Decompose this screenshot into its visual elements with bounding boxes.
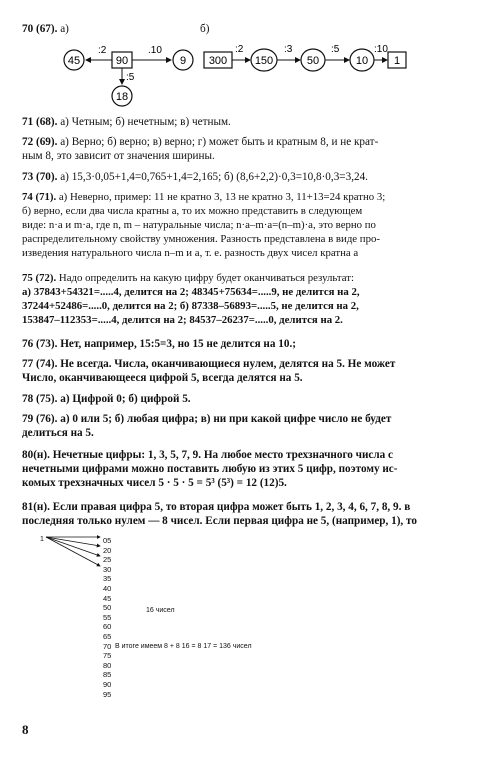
node-1-label: 1	[393, 55, 401, 67]
list-item: 65	[103, 631, 112, 641]
problem-79-line1: а) 0 или 5; б) любая цифра; в) ни при какой цифре число не будет	[60, 413, 392, 425]
list-item: 30	[103, 564, 112, 574]
problem-70-part-b-label: б)	[200, 23, 210, 35]
problem-79-line2: делиться на 5.	[22, 427, 94, 439]
arrow-to-25	[46, 537, 100, 556]
problem-74-line5: изведения натурального числа n–m и a, т. е. разность двух чисел кратна а	[22, 247, 359, 259]
problem-75-line2: а) 37843+54321=.....4, делится на 2; 48345+75634=.....9, не делится на 2,	[22, 286, 360, 298]
list-item: 35	[103, 574, 112, 584]
op-b-div2: :2	[235, 44, 244, 55]
problem-75-number: 75 (72).	[22, 272, 57, 284]
problem-79	[22, 412, 462, 440]
op-b-div3: :3	[284, 44, 293, 55]
problem-80-line1: Нечетные цифры: 1, 3, 5, 7, 9. На любое место трехзначного числа с	[52, 449, 394, 461]
page-number: 8	[22, 722, 29, 737]
problem-76-text: Нет, например, 15:5=3, но 15 не делится на 10.;	[60, 338, 296, 350]
list-item: 70	[103, 641, 112, 651]
list-item: 80	[103, 660, 112, 670]
list-item: 50	[103, 603, 112, 613]
problem-71-text: а) Четным; б) нечетным; в) четным.	[60, 116, 231, 128]
problem-72-line1: а) Верно; б) верно; в) верно; г) может быть и кратным 8, и не крат-	[60, 136, 379, 148]
problem-75-line3: 37244+52486=.....0, делится на 2; б) 87338–56893=.....5, не делится на 2,	[22, 300, 359, 312]
problem-81-line2: последняя только нулем — 8 чисел. Если первая цифра не 5, (например, 1), то	[22, 515, 417, 527]
problem-74-number: 74 (71).	[22, 191, 57, 203]
problem-74-line3: виде: n·a и m·a, где n, m – натуральные числа; n·a–m·a=(n–m)·a, это верно по	[22, 219, 376, 231]
problem-71	[22, 115, 462, 129]
list-item: 90	[103, 679, 112, 689]
problem-79-number: 79 (76).	[22, 413, 58, 425]
list-item: 40	[103, 583, 112, 593]
problem-77-number: 77 (74).	[22, 358, 58, 370]
problem-80	[22, 448, 462, 490]
op-div2: :2	[98, 45, 107, 56]
problem-78-number: 78 (75).	[22, 393, 58, 405]
list-start: 1	[40, 536, 44, 543]
problem-74-line2: б) верно, если два числа кратны а, то их можно представить в следующем	[22, 205, 363, 217]
op-b-div5: :5	[331, 44, 340, 55]
problem-75	[22, 271, 462, 327]
problem-80-line3: комых трехзначных чисел 5 · 5 · 5 = 5³ (5³) = 12 (12)5.	[22, 477, 287, 489]
problem-76	[22, 337, 462, 351]
problem-80-number: 80(н).	[22, 449, 50, 461]
node-90-label: 90	[115, 55, 129, 67]
list-item: 75	[103, 651, 112, 661]
node-300-label: 300	[208, 55, 228, 67]
diagram-b	[202, 40, 422, 80]
problem-70-number: 70 (67).	[22, 23, 58, 35]
problem-71-number: 71 (68).	[22, 116, 58, 128]
list-item: 05	[103, 536, 112, 545]
list-arrows	[42, 533, 106, 573]
problem-80-line2: нечетными цифрами можно поставить любую из этих 5 цифр, поэтому ис-	[22, 463, 398, 475]
node-45-label: 45	[67, 55, 81, 67]
problem-74-line1: а) Неверно, пример: 11 не кратно 3, 13 не кратно 3, 11+13=24 кратно 3;	[58, 191, 386, 203]
node-50-label: 50	[306, 55, 320, 67]
problem-74-line4: распределительному свойству умножения. Разность представлена в виде про-	[22, 233, 380, 245]
problem-81-line1: Если правая цифра 5, то вторая цифра может быть 1, 2, 3, 4, 6, 7, 8, 9. в	[52, 501, 411, 513]
problem-73	[22, 170, 462, 184]
problem-78-text: а) Цифрой 0; б) цифрой 5.	[60, 393, 191, 405]
problem-73-number: 73 (70).	[22, 171, 58, 183]
diagram-a	[60, 40, 200, 110]
problem-70-header	[22, 22, 462, 36]
node-10-label: 10	[355, 55, 369, 67]
problem-77-line2: Число, оканчивающееся цифрой 5, всегда делятся на 5.	[22, 372, 303, 384]
list-item: 45	[103, 593, 112, 603]
problem-76-number: 76 (73).	[22, 338, 58, 350]
problem-77-line1: Не всегда. Числа, оканчивающиеся нулем, делятся на 5. Не может	[60, 358, 396, 370]
list-item: 60	[103, 622, 112, 632]
problem-78	[22, 392, 462, 406]
problem-74	[22, 190, 462, 260]
problem-70-part-a: а)	[60, 23, 69, 35]
list-item: 95	[103, 689, 112, 699]
problem-81	[22, 500, 462, 528]
problem-72-line2: ным 8, это зависит от значения ширины.	[22, 150, 215, 162]
note-total: В итоге имеем 8 + 8 16 = 8 17 = 136 чисел	[115, 643, 252, 650]
problem-72	[22, 135, 462, 163]
problem-72-number: 72 (69).	[22, 136, 58, 148]
list-item: 55	[103, 612, 112, 622]
problem-75-line1: Надо определить на какую цифру будет оканчиваться результат:	[58, 272, 354, 284]
problem-81-number: 81(н).	[22, 501, 50, 513]
number-list	[103, 536, 111, 699]
list-item: 85	[103, 670, 112, 680]
note-16-numbers: 16 чисел	[146, 607, 175, 614]
problem-73-text: а) 15,3·0,05+1,4=0,765+1,4=2,165; б) (8,6+2,2)·0,3=10,8·0,3=3,24.	[60, 171, 368, 183]
op-b-div10: :10	[374, 44, 388, 55]
problem-77	[22, 357, 462, 385]
node-150-label: 150	[254, 55, 274, 67]
problem-75-line4: 153847–112353=.....4, делится на 2; 84537–26237=.....0, делится на 2.	[22, 314, 343, 326]
list-item: 20	[103, 545, 112, 555]
node-18-label: 18	[115, 91, 129, 103]
list-item: 25	[103, 555, 112, 565]
node-9-label: 9	[179, 55, 187, 67]
op-div5: :5	[126, 72, 135, 83]
op-times10: .10	[148, 45, 162, 56]
